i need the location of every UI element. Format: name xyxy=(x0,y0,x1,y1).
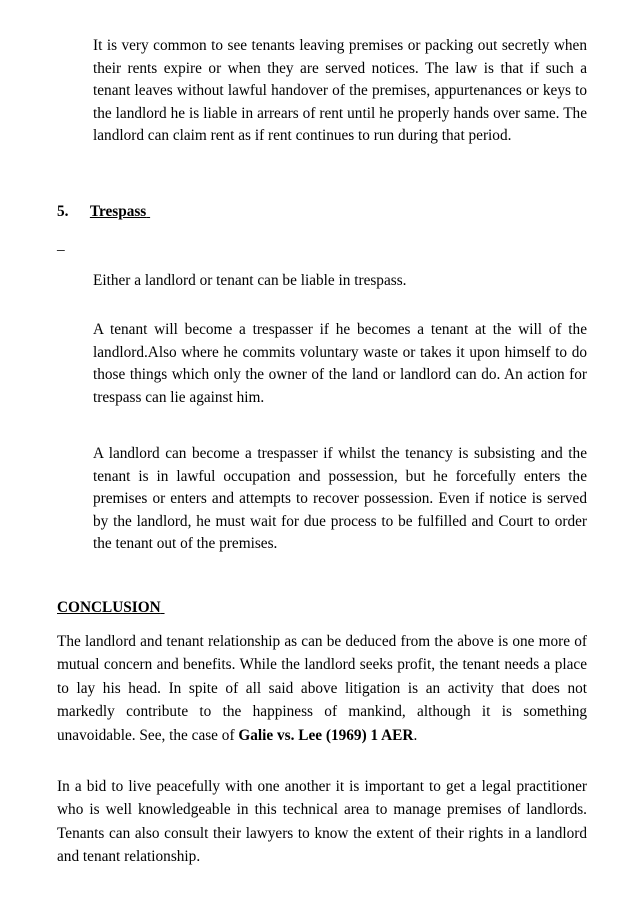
paragraph-landlord-trespasser: A landlord can become a trespasser if whilst the tenancy is subsisting and the tenant is in lawful occupation and possession, but he forcefully enters the premises or enters and attempts to recover possession. Even if notice is served by the landlord, he must wait for due process to be fulfilled and Court to order the tenant out of the premises. xyxy=(93,445,587,553)
paragraph-tenant-trespasser: A tenant will become a trespasser if he becomes a tenant at the will of the landlord.Also where he commits voluntary waste or takes it upon himself to do those things which only the owner of the land or landlord can do. An action for trespass can lie against him. xyxy=(93,321,587,406)
section-number: 5. xyxy=(57,203,69,220)
paragraph-trespass-intro: Either a landlord or tenant can be liable in trespass. xyxy=(93,272,407,289)
paragraph-conclusion-1: The landlord and tenant relationship as can be deduced from the above is one more of mutual concern and benefits. While the landlord seeks profit, the tenant needs a place to lay his head. In spite of all said above litigation is an activity that does not markedly contribute to the happiness of mankind, although it is something unavoidable. See, the case of Galie vs. Lee (1969) 1 AER. xyxy=(57,633,587,744)
case-citation: Galie vs. Lee (1969) 1 AER xyxy=(238,726,414,744)
section-title: Trespass xyxy=(89,203,147,220)
section-heading-trespass xyxy=(57,203,150,221)
paragraph-conclusion-2: In a bid to live peacefully with one another it is important to get a legal practitioner who is well knowledgeable in this technical area to manage premises of landlords. Tenants can also consult their lawyers to know the extent of their rights in a landlord and tenant relationship. xyxy=(57,778,587,866)
dash-marker: _ xyxy=(57,236,65,253)
conclusion-heading: CONCLUSION xyxy=(57,599,161,616)
paragraph-rent-arrears: It is very common to see tenants leaving premises or packing out secretly when their rents expire or when they are served notices. The law is that if such a tenant leaves without lawful handover of the premises, appurtenances or keys to the landlord he is liable in arrears of rent until he properly hands over same. The landlord can claim rent as if rent continues to run during that period. xyxy=(93,37,587,145)
